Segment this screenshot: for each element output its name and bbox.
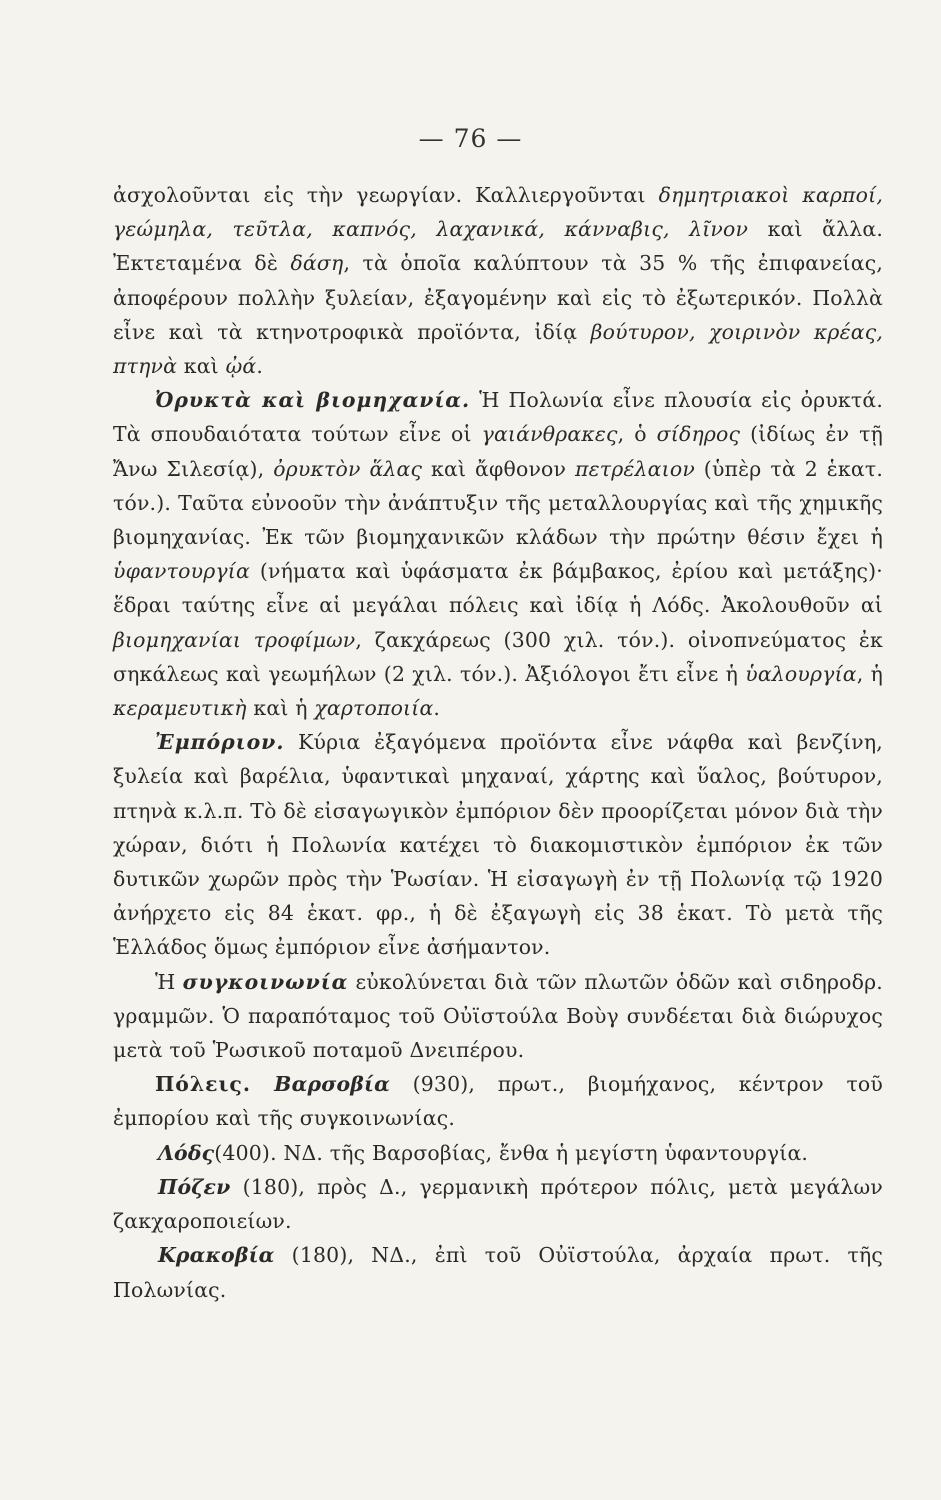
section-heading-trade: Ἐμπόριον. bbox=[155, 730, 285, 755]
body-text bbox=[113, 178, 883, 1307]
city-name: Βαρσοβία bbox=[250, 1072, 390, 1097]
paragraph-city-poznan: Πόζεν (180), πρὸς Δ., γερμανικὴ πρότερον πόλις, μετὰ μεγάλων ζακχαροποιείων. bbox=[113, 1174, 883, 1234]
paragraph-trade: Ἐμπόριον. Κύρια ἐξαγόμενα προϊόντα εἶνε νάφθα καὶ βενζίνη, ξυλεία καὶ βαρέλια, ὑφαντικαὶ μηχαναί, χάρτης καὶ ὕαλος, βούτυρον, πτηνὰ κ.λ.π. Τὸ δὲ εἰσαγωγικὸν ἐμπόριον δὲν προορίζεται μόνον διὰ τὴν χώραν, διότι ἡ Πολωνία κατέχει τὸ διακομιστικὸν ἐμπόριον ἐκ τῶν δυτικῶν χωρῶν πρὸς τὴν Ῥωσίαν. Ἡ εἰσαγωγὴ ἐν τῇ Πολωνίᾳ τῷ 1920 ἀνήρχετο εἰς 84 ἑκατ. φρ., ἡ δὲ ἐξαγωγὴ εἰς 38 ἑκατ. Τὸ μετὰ τῆς Ἑλλάδος ὅμως ἐμπόριον εἶνε ἀσήμαντον. bbox=[113, 730, 883, 960]
page-number: — 76 — bbox=[418, 124, 523, 153]
city-name: Πόζεν bbox=[158, 1174, 231, 1199]
city-name: Κρακοβία bbox=[158, 1243, 275, 1268]
paragraph-city-lodz: Λόδς(400). ΝΔ. τῆς Βαρσοβίας, ἔνθα ἡ μεγίστη ὑφαντουργία. bbox=[158, 1140, 809, 1165]
paragraph-communications: Ἡ συγκοινωνία εὐκολύνεται διὰ τῶν πλωτῶν ὁδῶν καὶ σιδηροδρ. γραμμῶν. Ὁ παραπόταμος τοῦ Οὐϊστούλα Βοὺγ συνδέεται διὰ διώρυχος μετὰ τοῦ Ῥωσικοῦ ποταμοῦ Δνειπέρου. bbox=[113, 969, 883, 1063]
paragraph-city-krakow: Κρακοβία (180), ΝΔ., ἐπὶ τοῦ Οὐϊστούλα, ἀρχαία πρωτ. τῆς Πολωνίας. bbox=[113, 1243, 883, 1302]
section-heading-minerals: Ὀρυκτὰ καὶ βιομηχανία. bbox=[155, 388, 471, 413]
paragraph-agriculture: ἀσχολοῦνται εἰς τὴν γεωργίαν. Καλλιεργοῦνται δημητριακοὶ καρποί, γεώμηλα, τεῦτλα, καπνός, λαχανικά, κάνναβις, λῖνον καὶ ἄλλα. Ἐκτεταμένα δὲ δάση, τὰ ὁποῖα καλύπτουν τὰ 35 % τῆς ἐπιφανείας, ἀποφέρουν πολλὴν ξυλείαν, ἐξαγομένην καὶ εἰς τὸ ἐξωτερικόν. Πολλὰ εἶνε καὶ τὰ κτηνοτροφικὰ προϊόντα, ἰδίᾳ βούτυρον, χοιρινὸν κρέας, πτηνὰ καὶ ᾠά. bbox=[113, 183, 884, 379]
section-heading-communications: συγκοινωνία bbox=[182, 969, 349, 994]
section-heading-cities: Πόλεις. bbox=[155, 1072, 251, 1097]
paragraph-minerals-industry: Ὀρυκτὰ καὶ βιομηχανία. Ἡ Πολωνία εἶνε πλουσία εἰς ὀρυκτά. Τὰ σπουδαιότατα τούτων εἶνε οἱ γαιάνθρακες, ὁ σίδηρος (ἰδίως ἐν τῇ Ἄνω Σιλεσίᾳ), ὀρυκτὸν ἅλας καὶ ἄφθονον πετρέλαιον (ὑπὲρ τὰ 2 ἑκατ. τόν.). Ταῦτα εὐνοοῦν τὴν ἀνάπτυξιν τῆς μεταλλουργίας καὶ τῆς χημικῆς βιομηχανίας. Ἐκ τῶν βιομηχανικῶν κλάδων τὴν πρώτην θέσιν ἔχει ἡ ὑφαντουργία (νήματα καὶ ὑφάσματα ἐκ βάμβακος, ἐρίου καὶ μετάξης)· ἕδραι ταύτης εἶνε αἱ μεγάλαι πόλεις καὶ ἰδίᾳ ἡ Λόδς. Ἀκολουθοῦν αἱ βιομηχανίαι τροφίμων, ζακχάρεως (300 χιλ. τόν.). οἰνοπνεύματος ἐκ σηκάλεως καὶ γεωμήλων (2 χιλ. τόν.). Ἀξιόλογοι ἔτι εἶνε ἡ ὑαλουργία, ἡ κεραμευτικὴ καὶ ἡ χαρτοποιία. bbox=[113, 388, 884, 721]
paragraph-cities-warsaw: Πόλεις. Βαρσοβία (930), πρωτ., βιομήχανος, κέντρον τοῦ ἐμπορίου καὶ τῆς συγκοινωνίας. bbox=[113, 1072, 883, 1131]
city-name: Λόδς bbox=[158, 1140, 215, 1165]
